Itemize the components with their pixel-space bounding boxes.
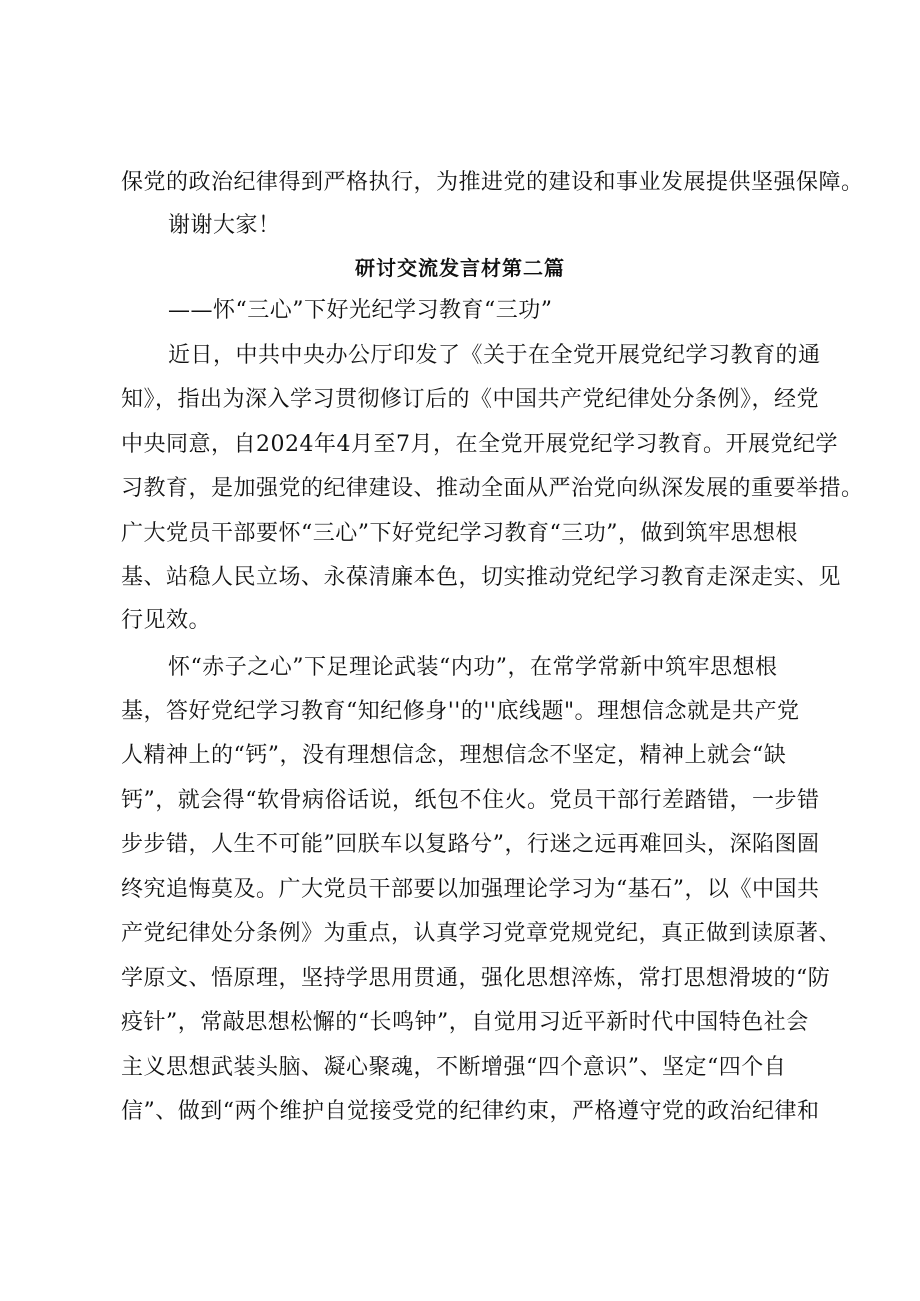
paragraph-1-line: 近日，中共中央办公厅印发了《关于在全党开展党纪学习教育的通 [168,343,821,368]
paragraph-1-line: 基、站稳人民立场、永葆清廉本色，切实推动党纪学习教育走深走实、见 [121,565,842,590]
paragraph-1-line: 习教育，是加强党的纪律建设、推动全面从严治党向纵深发展的重要举措。 [121,476,864,501]
paragraph-1-line: 中央同意，自2024年4月至7月，在全党开展党纪学习教育。开展党纪学 [121,432,838,457]
paragraph-1-line: 广大党员干部要怀“三心”下好党纪学习教育“三功”，做到筑牢思想根 [121,521,798,546]
paragraph-2-line: 步步错，人生不可能”回朕车以复路兮”，行迷之远再难回头，深陷图圄 [121,832,820,857]
paragraph-2-line: 主义思想武装头脑、凝心聚魂，不断增强“四个意识”、坚定“四个自 [121,1055,787,1080]
paragraph-2-line: 疫针”，常敲思想松懈的“长鸣钟”，自觉用习近平新时代中国特色社会 [121,1010,809,1035]
thanks-line: 谢谢大家！ [168,213,281,238]
paragraph-2-line: 人精神上的“钙”，没有理想信念，理想信念不坚定，精神上就会“缺 [121,743,787,768]
paragraph-2-line: 终究追悔莫及。广大党员干部要以加强理论学习为“基石”，以《中国共 [121,877,820,902]
section-title: 研讨交流发言材第二篇 [355,256,565,280]
paragraph-1-line: 行见效。 [121,608,212,633]
paragraph-2-line: 信”、做到“两个维护自觉接受党的纪律约束，严格遵守党的政治纪律和 [121,1099,820,1124]
paragraph-2-line: 怀“赤子之心”下足理论武装“内功”，在常学常新中筑牢思想根 [168,655,778,680]
subtitle: ——怀“三心”下好光纪学习教育“三功” [168,298,553,323]
paragraph-2-line: 产党纪律处分条例》为重点，认真学习党章党规党纪，真正做到读原著、 [121,921,842,946]
paragraph-2-line: 基，答好党纪学习教育“知纪修身''的''底线题"。理想信念就是共产党 [121,699,800,724]
paragraph-1-line: 知》，指出为深入学习贯彻修订后的《中国共产党纪律处分条例》，经党 [121,387,820,412]
paragraph-2-line: 钙”，就会得“软骨病俗话说，纸包不住火。党员干部行差踏错，一步错 [121,788,820,813]
paragraph-2-line: 学原文、悟原理，坚持学思用贯通，强化思想淬炼，常打思想滑坡的“防 [121,966,831,991]
intro-line: 保党的政治纪律得到严格执行，为推进党的建设和事业发展提供坚强保障。 [121,170,864,195]
